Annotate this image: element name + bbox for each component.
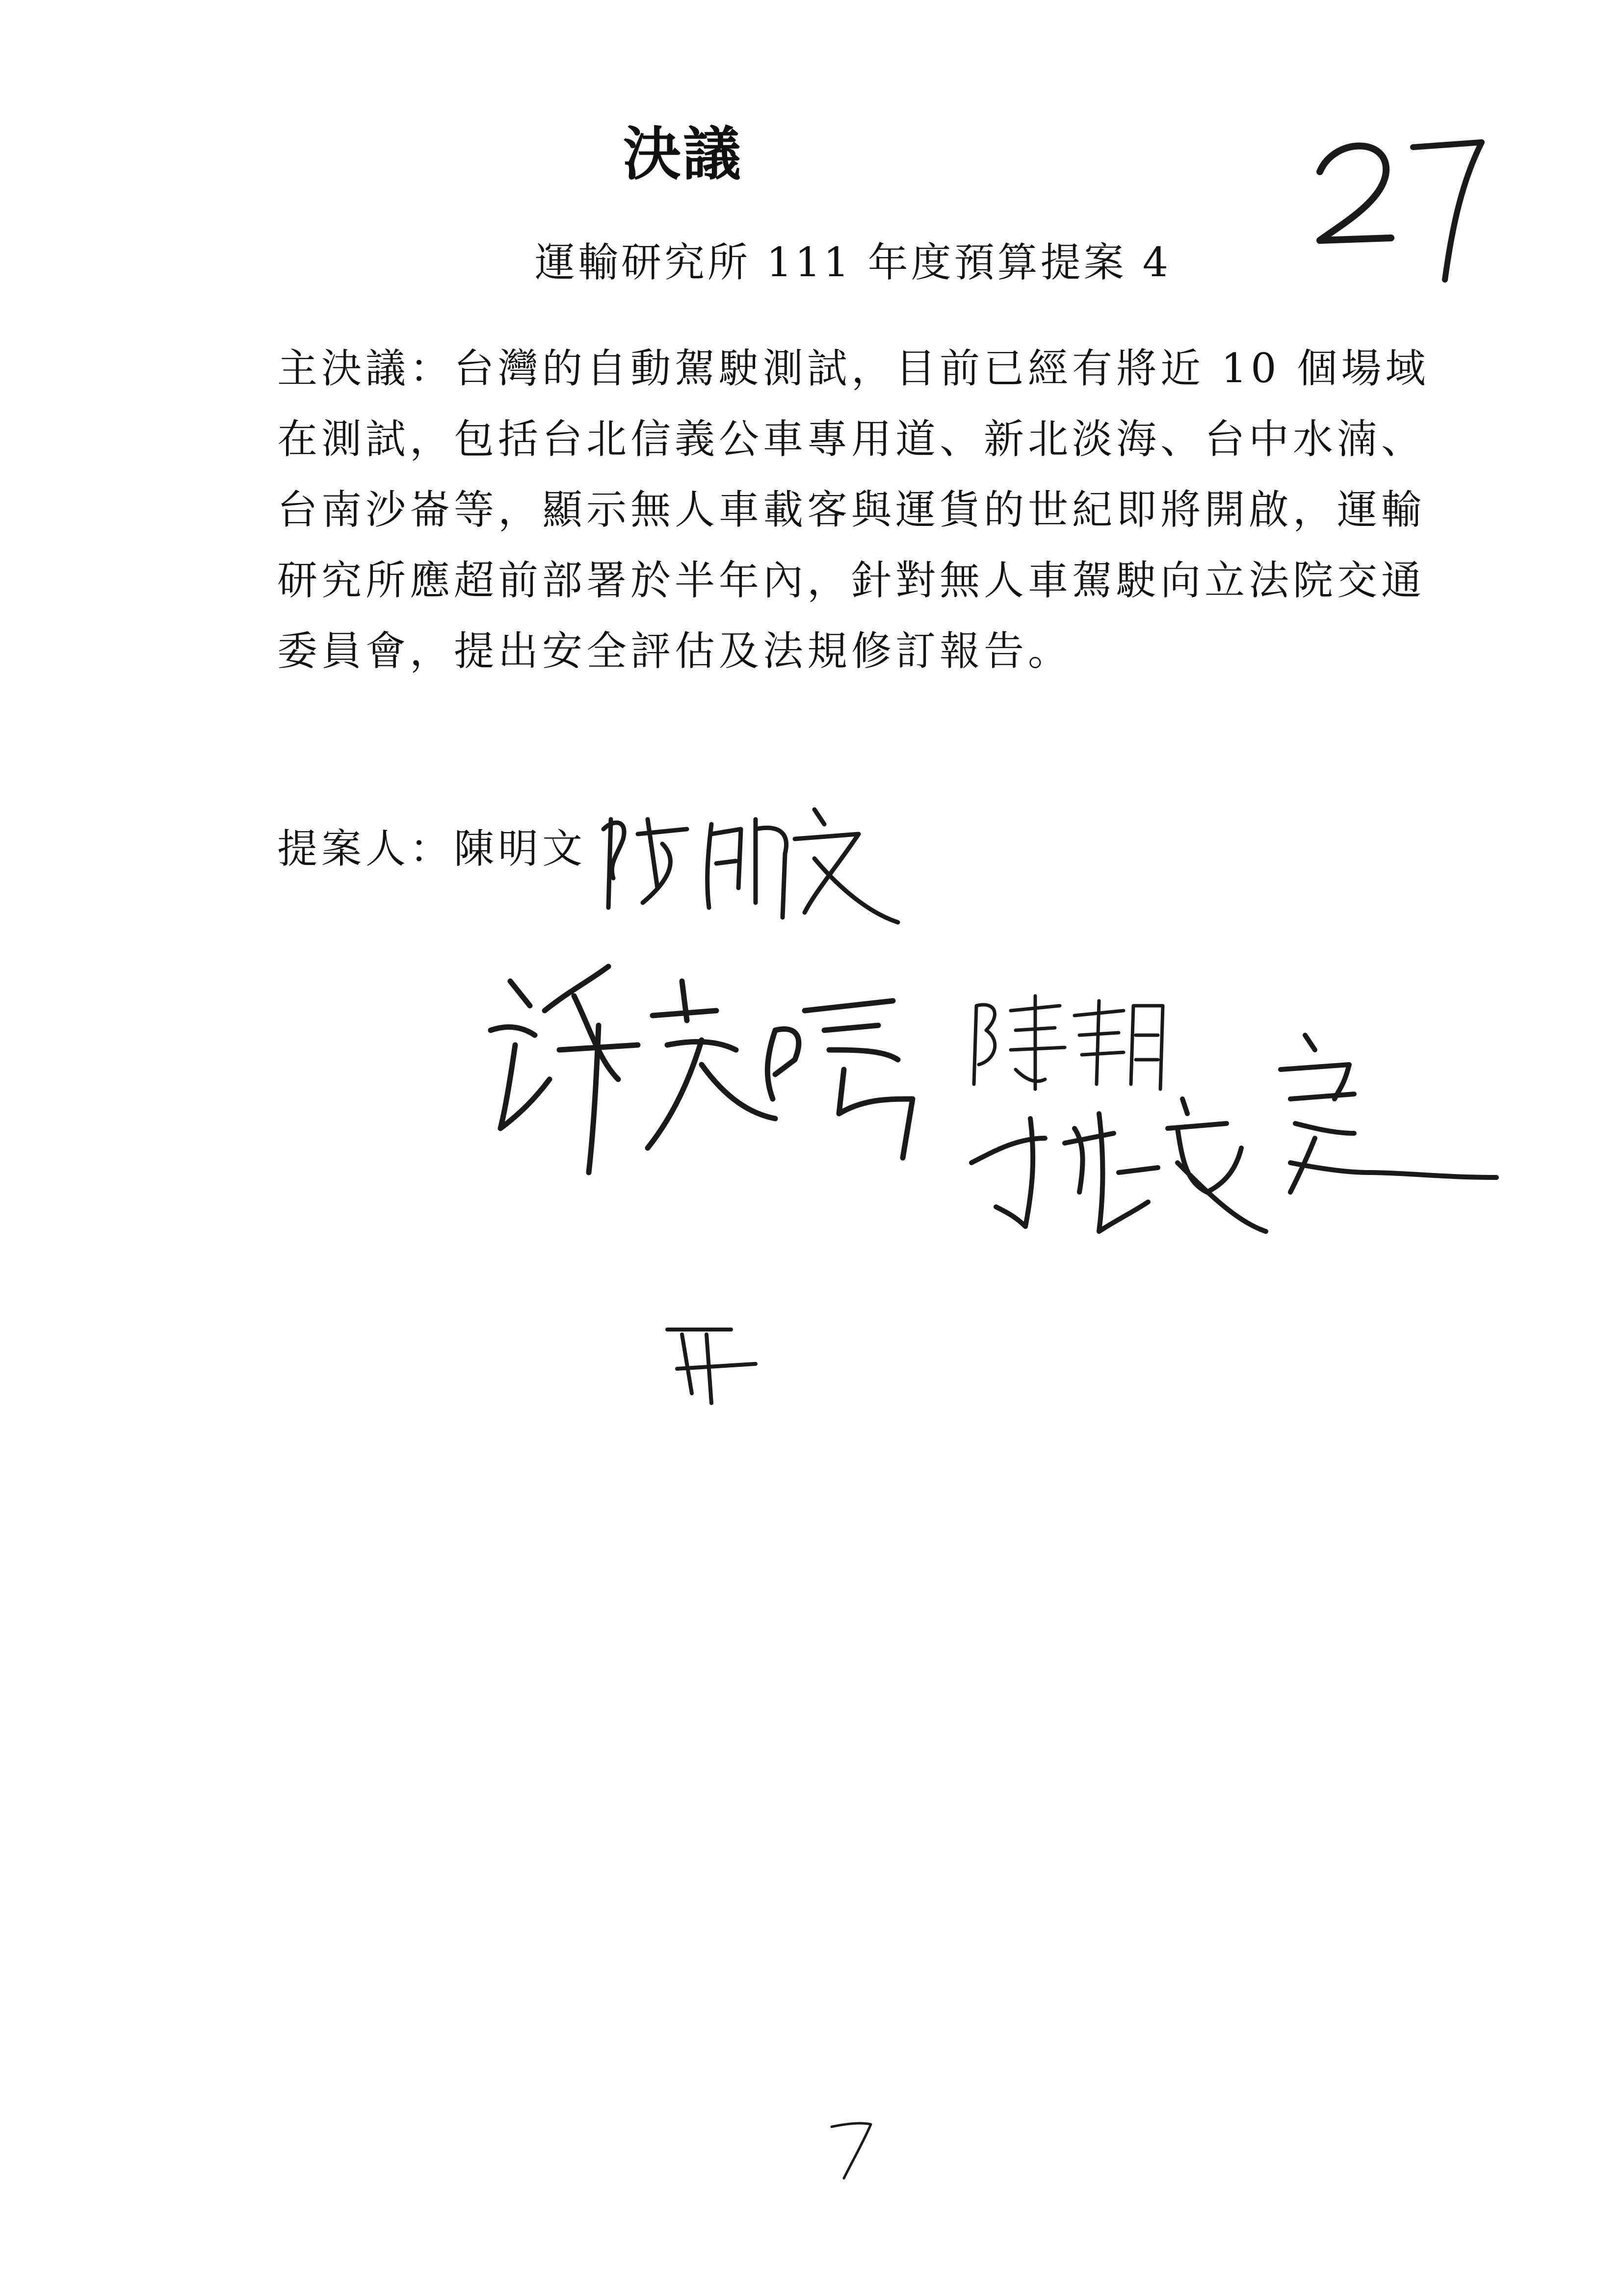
document-title: 決議	[623, 120, 743, 188]
resolution-line: 委員會，提出安全評估及法規修訂報告。	[277, 628, 1073, 675]
resolution-line: 研究所應超前部署於半年內，針對無人車駕駛向立法院交通	[277, 557, 1426, 604]
signature-4	[952, 1016, 1506, 1271]
resolution-line: 在測試，包括台北信義公車專用道、新北淡海、台中水湳、	[277, 416, 1426, 463]
signature-2	[471, 952, 942, 1187]
handwritten-mark	[657, 1315, 770, 1413]
resolution-line: 主決議：台灣的自動駕駛測試，目前已經有將近 10 個場域	[277, 345, 1430, 392]
resolution-text	[277, 334, 1430, 687]
signature-chen-ming-wen	[584, 790, 908, 937]
proposer-label: 提案人：陳明文	[277, 826, 587, 872]
handwritten-page-number-icon	[1305, 118, 1501, 294]
footer-handwritten-mark	[824, 2114, 878, 2183]
handwritten-page-number	[1305, 118, 1501, 294]
resolution-line: 台南沙崙等，顯示無人車載客與運貨的世紀即將開啟，運輸	[277, 487, 1426, 533]
proposal-subtitle: 運輸研究所 111 年度預算提案 4	[535, 239, 1171, 286]
